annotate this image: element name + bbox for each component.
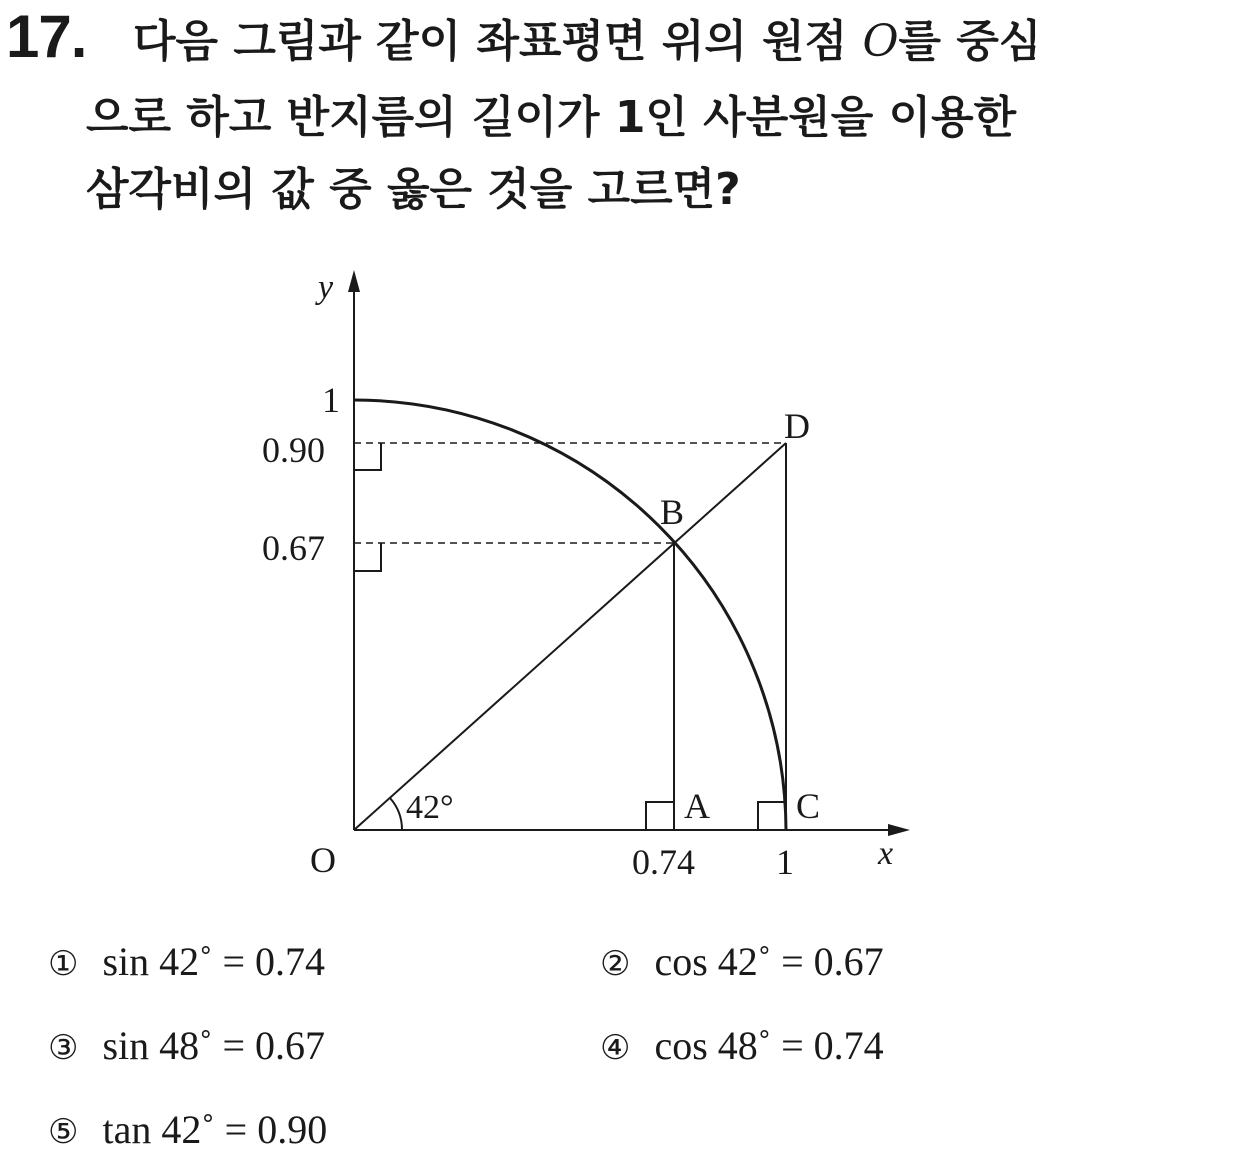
point-label-a: A	[684, 786, 710, 826]
choice-2-text: cos 42˚ = 0.67	[654, 939, 884, 984]
choice-1-text: sin 42˚ = 0.74	[102, 939, 326, 984]
question-number: 17.	[6, 3, 87, 70]
choice-2[interactable]	[600, 938, 884, 988]
point-label-d: D	[784, 406, 810, 446]
right-angle-mark-y067	[354, 543, 381, 571]
choice-3-text: sin 48˚ = 0.67	[102, 1023, 326, 1068]
tick-label-y-1: 1	[322, 380, 340, 420]
right-angle-mark-a	[646, 802, 674, 830]
angle-arc-o	[390, 798, 402, 830]
y-axis-label: y	[318, 269, 334, 306]
y-axis-arrow	[348, 270, 360, 292]
tick-label-y-067: 0.67	[262, 528, 325, 568]
tick-label-x-1: 1	[776, 842, 794, 882]
choice-1-mark: ①	[48, 944, 79, 984]
question-text-line-2: 으로 하고 반지름의 길이가 1인 사분원을 이용한	[86, 92, 1017, 143]
quarter-circle-arc	[354, 400, 786, 830]
angle-label: 42°	[406, 789, 454, 826]
question-text-line-3: 삼각비의 값 중 옳은 것을 고르면?	[86, 164, 741, 215]
choice-2-mark: ②	[600, 944, 631, 984]
tick-label-x-074: 0.74	[632, 842, 695, 882]
choice-5-text: tan 42˚ = 0.90	[102, 1107, 328, 1152]
x-axis-label: x	[878, 835, 894, 872]
question-text-part: 다음 그림과 같이 좌표평면 위의 원점	[133, 16, 863, 67]
choice-3[interactable]	[48, 1022, 325, 1072]
question-text-part: 를 중심	[898, 16, 1042, 67]
choice-3-mark: ③	[48, 1028, 79, 1068]
choice-5-mark: ⑤	[48, 1112, 79, 1152]
choice-4-text: cos 48˚ = 0.74	[654, 1023, 884, 1068]
origin-label: O	[310, 840, 336, 880]
origin-variable: O	[862, 16, 899, 67]
point-label-b: B	[660, 492, 685, 532]
choice-4-mark: ④	[600, 1028, 631, 1068]
point-label-c: C	[796, 786, 821, 826]
tick-label-y-090: 0.90	[262, 430, 325, 470]
right-angle-mark-c	[758, 802, 786, 830]
line-o-to-d	[354, 443, 786, 830]
choice-1[interactable]	[48, 938, 325, 988]
choice-5[interactable]	[48, 1106, 327, 1156]
right-angle-mark-y090	[354, 443, 381, 470]
choice-4[interactable]	[600, 1022, 884, 1072]
